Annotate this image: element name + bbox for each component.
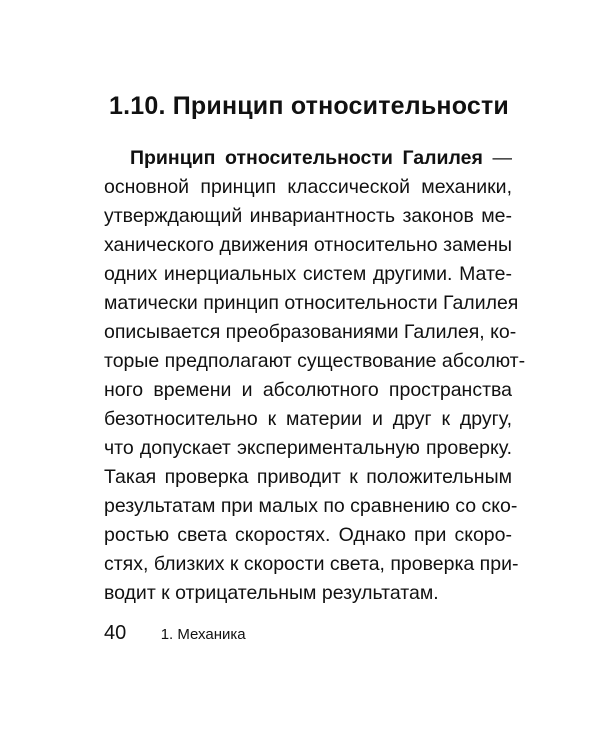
paragraph-line: Такая проверка приводит к положительным bbox=[104, 466, 512, 488]
paragraph-line: стях, близких к скорости света, проверка при- bbox=[104, 553, 519, 575]
section-heading: 1.10. Принцип относительности bbox=[108, 92, 509, 120]
paragraph-line: ханического движения относительно замены bbox=[104, 234, 512, 256]
paragraph-line: описывается преобразованиями Галилея, ко- bbox=[104, 321, 517, 343]
paragraph-line-last: водит к отрицательным результатам. bbox=[104, 582, 439, 604]
page-footer bbox=[104, 622, 246, 645]
body-paragraph bbox=[104, 144, 526, 608]
paragraph-line: матически принцип относительности Галилея bbox=[104, 292, 519, 314]
paragraph-line: утверждающий инвариантность законов ме- bbox=[104, 205, 512, 227]
paragraph-line: одних инерциальных систем другими. Мате- bbox=[104, 263, 512, 285]
paragraph-line: ростью света скоростях. Однако при скоро- bbox=[104, 524, 512, 546]
paragraph-line: что допускает экспериментальную проверку. bbox=[104, 437, 512, 459]
first-line-dash: — bbox=[482, 147, 512, 169]
defined-term: Принцип относительности Галилея bbox=[130, 147, 483, 169]
paragraph-line: результатам при малых по сравнению со ско- bbox=[104, 495, 518, 517]
page-number: 40 bbox=[104, 622, 127, 644]
paragraph-line: безотносительно к материи и друг к другу, bbox=[104, 408, 512, 430]
running-head: 1. Механика bbox=[160, 626, 246, 643]
paragraph-line-1 bbox=[104, 144, 512, 173]
paragraph-line: ного времени и абсолютного пространства bbox=[104, 379, 512, 401]
paragraph-line: основной принцип классической механики, bbox=[104, 176, 512, 198]
paragraph-line: торые предполагают существование абсолют- bbox=[104, 350, 526, 372]
